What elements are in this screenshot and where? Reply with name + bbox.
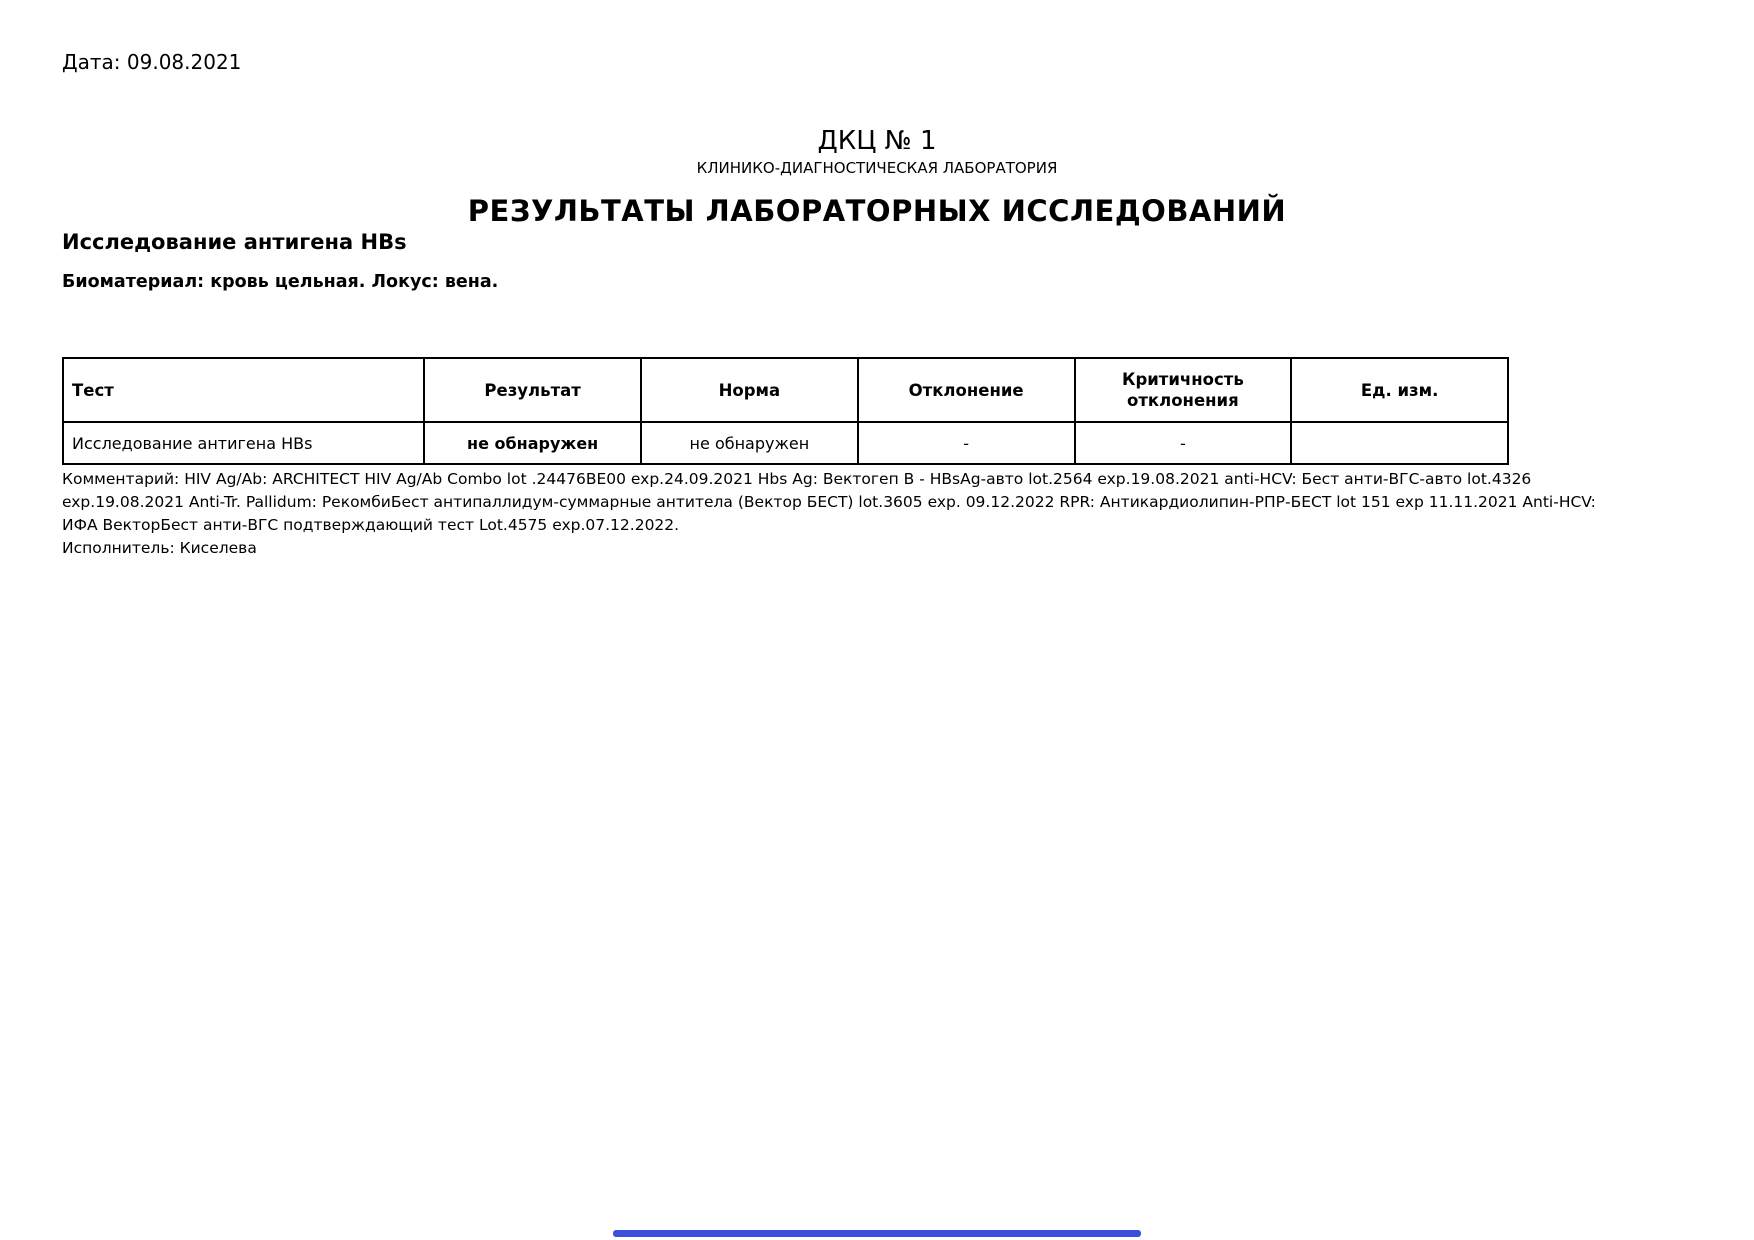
cell-norm: не обнаружен [641,422,858,464]
comment-line: Комментарий: HIV Ag/Ab: ARCHITECT HIV Ag/Ab Combo lot .24476BE00 exp.24.09.2021 Hbs Ag: Вектогеп В - HBsAg-авто lot.2564 exp.19.08.2021 anti-HCV: Бест анти-ВГС-авто lot.4326 [62,470,1532,488]
table-header-row [63,358,1508,422]
cell-unit [1291,422,1508,464]
date-label: Дата: 09.08.2021 [62,50,242,74]
comment-line: exp.19.08.2021 Anti-Tr. Pallidum: РекомбиБест антипаллидум-суммарные антитела (Вектор БЕСТ) lot.3605 exp. 09.12.2022 RPR: Антикардиолипин-РПР-БЕСТ lot 151 exp 11.11.2021 Anti-HCV: [62,493,1596,511]
cell-test: Исследование антигена HBs [63,422,424,464]
col-header-deviation: Отклонение [858,358,1075,422]
results-table [62,357,1509,465]
col-header-result: Результат [424,358,641,422]
cell-criticality: - [1075,422,1292,464]
biomaterial-line: Биоматериал: кровь цельная. Локус: вена. [62,272,499,292]
col-header-test: Тест [63,358,424,422]
test-section-title: Исследование антигена HBs [62,230,407,254]
col-header-criticality: Критичность отклонения [1075,358,1292,422]
footer-accent-bar [613,1230,1141,1237]
cell-deviation: - [858,422,1075,464]
comment-line: ИФА ВекторБест анти-ВГС подтверждающий тест Lot.4575 exp.07.12.2022. [62,516,680,534]
lab-department: КЛИНИКО-ДИАГНОСТИЧЕСКАЯ ЛАБОРАТОРИЯ [696,159,1058,177]
comment-text [62,468,1702,560]
report-header [0,126,1754,228]
col-header-norm: Норма [641,358,858,422]
report-title: РЕЗУЛЬТАТЫ ЛАБОРАТОРНЫХ ИССЛЕДОВАНИЙ [467,194,1287,228]
clinic-name: ДКЦ № 1 [817,126,937,156]
table-row [63,422,1508,464]
cell-result: не обнаружен [424,422,641,464]
executor-line: Исполнитель: Киселева [62,539,257,557]
col-header-unit: Ед. изм. [1291,358,1508,422]
